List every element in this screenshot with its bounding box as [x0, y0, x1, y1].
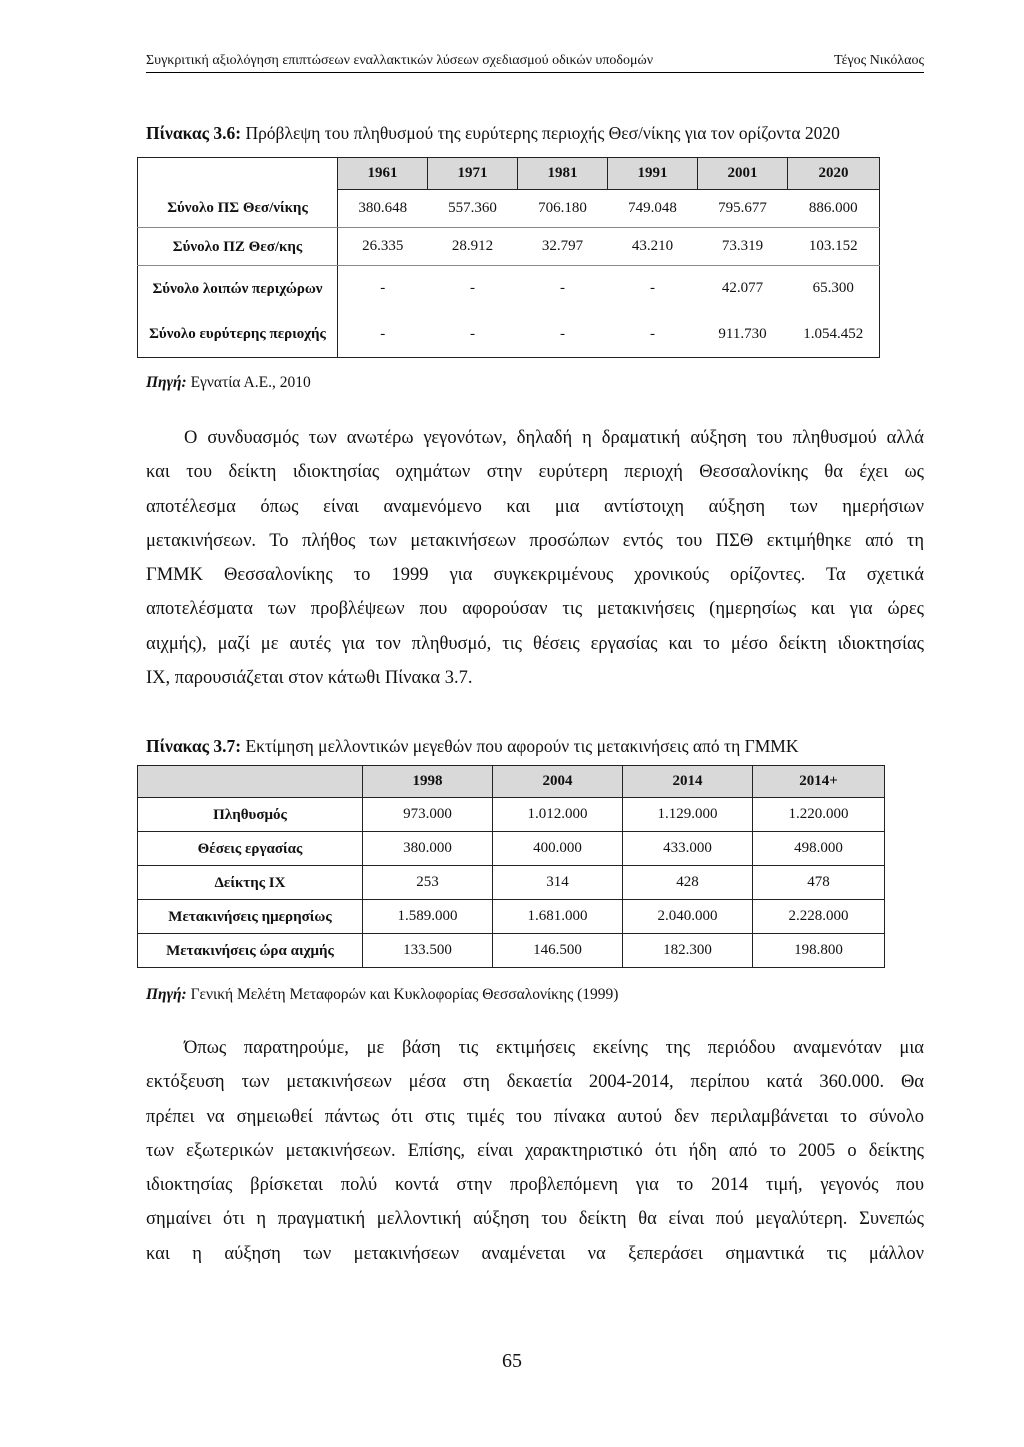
table-3-7-col-header: 1998: [363, 766, 493, 798]
table-3-7-header-row: [138, 766, 885, 798]
page-number: 65: [502, 1350, 522, 1372]
paragraph-line: και του δείκτη ιδιοκτησίας οχημάτων στην ευρύτερη περιοχή Θεσσαλονίκης θα έχει ως: [146, 462, 924, 483]
table-3-7-caption-label: Πίνακας 3.7:: [146, 736, 242, 756]
paragraph-line: αποτέλεσμα όπως είναι αναμενόμενο και μια αντίστοιχη αύξηση των ημερήσιων: [146, 496, 924, 517]
table-row: [138, 832, 885, 866]
body-paragraph-1: [146, 421, 924, 695]
table-cell: 1.012.000: [493, 798, 623, 832]
table-row: [138, 190, 880, 228]
paragraph-line: Ο συνδυασμός των ανωτέρω γεγονότων, δηλαδή η δραματική αύξηση του πληθυσμού αλλά: [184, 428, 924, 448]
table-3-6-col-header: 1991: [608, 158, 698, 190]
table-cell: 182.300: [623, 934, 753, 968]
table-cell: 795.677: [698, 190, 788, 228]
table-3-7-source: [146, 986, 618, 1004]
table-cell: 26.335: [338, 228, 428, 266]
table-cell: 42.077: [721, 280, 764, 297]
row-label: Σύνολο λοιπών περιχώρων: [138, 266, 338, 312]
table-cell: 253: [363, 866, 493, 900]
row-label: Σύνολο ευρύτερης περιοχής: [138, 312, 338, 358]
running-header: [146, 50, 924, 73]
table-row: [138, 900, 885, 934]
table-cell: 478: [753, 866, 885, 900]
row-label: Σύνολο ΠΣ Θεσ/νίκης: [138, 190, 338, 228]
table-cell: 2.040.000: [623, 900, 753, 934]
table-3-7: [137, 765, 885, 968]
table-cell: -: [380, 280, 386, 297]
table-cell: 1.589.000: [363, 900, 493, 934]
table-cell: 1.054.452: [803, 325, 864, 342]
row-label: Δείκτης ΙΧ: [138, 866, 363, 900]
table-cell: -: [650, 325, 655, 342]
table-3-6-caption: [146, 122, 840, 144]
table-row: [138, 228, 880, 266]
row-label: Θέσεις εργασίας: [138, 832, 363, 866]
table-row: [138, 266, 880, 312]
table-3-6-source-label: Πηγή:: [146, 374, 187, 391]
table-3-7-col-header: 2014+: [753, 766, 885, 798]
table-cell: 73.319: [698, 228, 788, 266]
header-title: Συγκριτική αξιολόγηση επιπτώσεων εναλλακτικών λύσεων σχεδιασμού οδικών υποδομών: [146, 53, 654, 68]
table-3-6-caption-text: Πρόβλεψη του πληθυσμού της ευρύτερης περιοχής Θεσ/νίκης για τον ορίζοντα 2020: [241, 123, 840, 143]
paragraph-line: πρέπει να σημειωθεί πάντως ότι στις τιμές του πίνακα αυτού δεν περιλαμβάνεται το σύνολο: [146, 1106, 924, 1127]
table-cell: -: [470, 280, 475, 297]
table-cell: 498.000: [753, 832, 885, 866]
table-cell: 973.000: [363, 798, 493, 832]
table-3-6-corner: [138, 158, 338, 190]
table-cell: -: [380, 325, 386, 342]
row-label: Πληθυσμός: [138, 798, 363, 832]
table-3-6-col-header: 2001: [698, 158, 788, 190]
table-3-6-header-row: [138, 158, 880, 190]
paragraph-line: ΓΜΜΚ Θεσσαλονίκης το 1999 για συγκεκριμένους χρονικούς ορίζοντες. Τα σχετικά: [146, 565, 924, 586]
table-3-7-col-header: 2004: [493, 766, 623, 798]
table-3-7-caption: [146, 735, 798, 757]
table-cell: 314: [493, 866, 623, 900]
table-cell: 1.681.000: [493, 900, 623, 934]
table-3-6-col-header: 2020: [788, 158, 880, 190]
row-label: Μετακινήσεις ημερησίως: [138, 900, 363, 934]
table-row: [138, 798, 885, 832]
table-cell: 198.800: [753, 934, 885, 968]
table-cell: 433.000: [623, 832, 753, 866]
row-label: Μετακινήσεις ώρα αιχμής: [138, 934, 363, 968]
table-cell: 706.180: [518, 190, 608, 228]
table-cell: 32.797: [518, 228, 608, 266]
table-cell: 2.228.000: [753, 900, 885, 934]
table-cell: -: [560, 325, 565, 342]
table-3-7-source-text: Γενική Μελέτη Μεταφορών και Κυκλοφορίας Θεσσαλονίκης (1999): [186, 986, 619, 1003]
table-cell: -: [560, 280, 565, 297]
table-3-6: [137, 157, 880, 358]
table-3-7-corner: [138, 766, 363, 798]
table-3-6-col-header: 1981: [518, 158, 608, 190]
table-cell: 43.210: [608, 228, 698, 266]
table-3-6-col-header: 1971: [428, 158, 518, 190]
table-cell: 28.912: [428, 228, 518, 266]
table-3-6-caption-label: Πίνακας 3.6:: [146, 123, 242, 143]
table-row: [138, 934, 885, 968]
body-paragraph-2: [146, 1031, 924, 1271]
paragraph-line: μετακινήσεων. Το πλήθος των μετακινήσεων προσώπων εντός του ΠΣΘ εκτιμήθηκε από τη: [146, 530, 924, 551]
table-cell: 911.730: [718, 325, 767, 342]
table-row: [138, 312, 880, 358]
row-label: Σύνολο ΠΖ Θεσ/κης: [138, 228, 338, 266]
table-3-6-source: [146, 374, 311, 392]
table-cell: 65.300: [812, 280, 854, 297]
table-cell: 380.000: [363, 832, 493, 866]
paragraph-line: ΙΧ, παρουσιάζεται στον κάτωθι Πίνακα 3.7.: [146, 668, 473, 689]
paragraph-line: σημαίνει ότι η πραγματική μελλοντική αύξηση του δείκτη θα είναι πού μεγαλύτερη. Συνεπώς: [146, 1209, 924, 1230]
table-cell: 1.220.000: [753, 798, 885, 832]
paragraph-line: και η αύξηση των μετακινήσεων αναμένεται να ξεπεράσει σημαντικά τις μάλλον: [146, 1243, 924, 1264]
table-cell: 133.500: [363, 934, 493, 968]
paragraph-line: εκτόξευση των μετακινήσεων μέσα στη δεκαετία 2004-2014, περίπου κατά 360.000. Θα: [146, 1072, 924, 1093]
header-author: Τέγος Νικόλαος: [834, 53, 924, 68]
table-cell: 886.000: [788, 190, 880, 228]
table-cell: -: [470, 325, 475, 342]
table-cell: 146.500: [493, 934, 623, 968]
table-cell: 749.048: [608, 190, 698, 228]
paragraph-line: των εξωτερικών μετακινήσεων. Επίσης, είναι χαρακτηριστικό ότι ήδη από το 2005 ο δείκτης: [146, 1140, 924, 1161]
table-cell: 557.360: [428, 190, 518, 228]
paragraph-line: αποτελέσματα των προβλέψεων που αφορούσαν τις μετακινήσεις (ημερησίως και για ώρες: [146, 599, 924, 620]
table-cell: 103.152: [788, 228, 880, 266]
paragraph-line: αιχμής), μαζί με αυτές για τον πληθυσμό, τις θέσεις εργασίας και το μέσο δείκτη ιδιοκτησίας: [146, 633, 924, 654]
table-3-6-col-header: 1961: [338, 158, 428, 190]
paragraph-line: ιδιοκτησίας βρίσκεται πολύ κοντά στην προβλεπόμενη για το 2014 τιμή, γεγονός που: [146, 1175, 924, 1196]
table-cell: 428: [623, 866, 753, 900]
table-3-7-caption-text: Εκτίμηση μελλοντικών μεγεθών που αφορούν τις μετακινήσεις από τη ΓΜΜΚ: [241, 736, 799, 756]
table-3-7-source-label: Πηγή:: [146, 986, 187, 1003]
paragraph-line: Όπως παρατηρούμε, με βάση τις εκτιμήσεις εκείνης της περιόδου αναμενόταν μια: [184, 1038, 924, 1058]
table-cell: 1.129.000: [623, 798, 753, 832]
table-cell: 380.648: [338, 190, 428, 228]
table-3-7-col-header: 2014: [623, 766, 753, 798]
table-row: [138, 866, 885, 900]
table-cell: 400.000: [493, 832, 623, 866]
table-cell: -: [650, 280, 655, 297]
table-3-6-source-text: Εγνατία Α.Ε., 2010: [186, 374, 311, 391]
